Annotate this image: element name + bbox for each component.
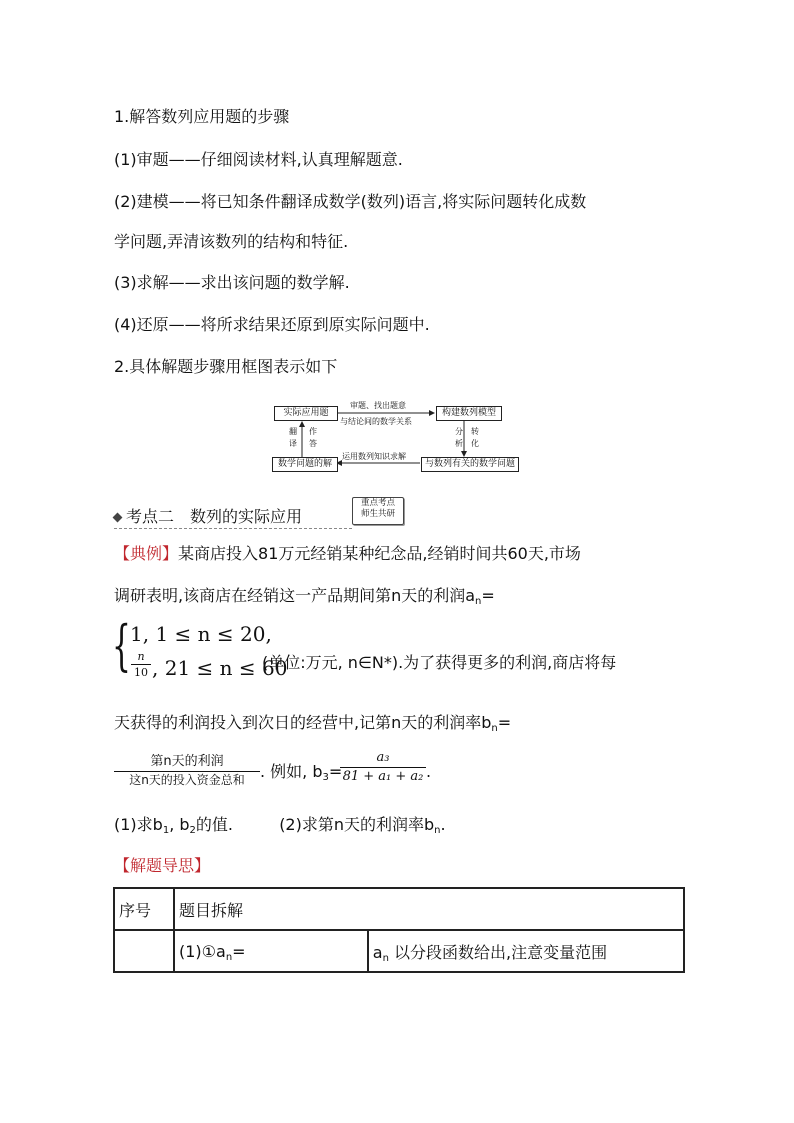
bn-equals: = [497, 713, 512, 732]
flowchart-left-label-c: 作 [309, 427, 317, 436]
flowchart-left-label-d: 答 [309, 439, 317, 448]
kaodian-underline [114, 528, 352, 529]
flowchart-right-label-c: 转 [471, 427, 479, 436]
question1: (1)求b [114, 815, 163, 834]
flowchart-right-label-a: 分 [455, 427, 463, 436]
flowchart [270, 400, 525, 480]
table-row [114, 930, 684, 972]
guide-table [113, 887, 685, 973]
case2-denominator: 10 [134, 666, 148, 679]
unit-text: (单位:万元, n∈N*).为了获得更多的利润,商店将每 [262, 653, 617, 672]
q2-end: . [440, 815, 446, 834]
step2-text-line2: 学问题,弄清该数列的结构和特征. [114, 232, 349, 251]
example-text2: 调研表明,该商店在经销这一产品期间第n天的利润a [114, 586, 476, 605]
table-cell-step: $(1)①a_n=$ [174, 930, 368, 972]
profit-rate-numerator: 第n天的利润 [150, 754, 224, 769]
case2-fraction [130, 650, 152, 679]
guide-heading: 【解题导思】 [114, 856, 211, 875]
profit-rate-denominator: 这n天的投入资金总和 [129, 773, 245, 787]
example-line4 [114, 713, 511, 733]
table-cell-index [114, 930, 174, 972]
q1-sub1: 1 [162, 825, 170, 836]
badge-line1: 重点考点 [360, 498, 395, 508]
b3-fraction [340, 750, 426, 785]
section2-heading: 2.具体解题步骤用框图表示如下 [114, 357, 338, 376]
flowchart-right-label-b: 析 [455, 439, 463, 448]
q1-sub2: 2 [189, 825, 196, 836]
flowchart-left-label-b: 译 [289, 439, 297, 448]
kaodian-title: 考点二 数列的实际应用 [126, 507, 303, 526]
example-pre: . 例如, b [260, 762, 323, 781]
example-text4: 天获得的利润投入到次日的经营中,记第n天的利润率b [114, 713, 492, 732]
section1-heading: 1.解答数列应用题的步骤 [114, 107, 290, 126]
b3-denominator: 81 + a₁ + a₂ [342, 769, 424, 784]
an-subscript: n [475, 596, 482, 607]
flowchart-box-build-model: 构建数列模型 [436, 406, 502, 421]
step1-text: (1)审题——仔细阅读材料,认真理解题意. [114, 150, 403, 169]
table-header-row [114, 888, 684, 930]
kaodian-header [114, 507, 354, 529]
bn-subscript: n [491, 723, 498, 734]
flowchart-bottom-label: 运用数列知识求解 [342, 452, 406, 461]
b3-period: . [426, 762, 432, 781]
badge-line2: 师生共研 [360, 509, 395, 519]
question2: (2)求第n天的利润率b [279, 815, 435, 834]
example-tag: 【典例】 [114, 544, 179, 563]
example-line2 [114, 586, 495, 606]
b3-fraction-bar [340, 767, 426, 768]
table-header-index: 序号 [114, 888, 174, 930]
case2-rest: , 21 ≤ n ≤ 60 [152, 656, 288, 680]
q1-mid: , b [169, 815, 190, 834]
diamond-bullet-icon [113, 513, 123, 523]
flowchart-box-solution: 数学问题的解 [272, 457, 338, 472]
case2-numerator: n [137, 650, 145, 663]
step2-text-line1: (2)建模——将已知条件翻译成数学(数列)语言,将实际问题转化成数 [114, 192, 587, 211]
step3-text: (3)求解——求出该问题的数学解. [114, 273, 350, 292]
table-header-breakdown: 题目拆解 [174, 888, 684, 930]
example-text1: 某商店投入81万元经销某种纪念品,经销时间共60天,市场 [178, 544, 581, 563]
b3-equals: = [328, 762, 343, 781]
example-b3 [260, 762, 342, 782]
example-line1 [114, 544, 581, 564]
flowchart-right-label-d: 化 [471, 439, 479, 448]
table-cell-note: $a_n$ 以分段函数给出,注意变量范围 [368, 930, 684, 972]
b3-numerator: a₃ [376, 750, 390, 765]
b3-subscript: 3 [322, 772, 329, 783]
flowchart-box-practical-problem: 实际应用题 [274, 406, 338, 421]
case2-fraction-bar [131, 664, 151, 665]
questions-line [114, 815, 446, 835]
q1-end: 的值. [195, 815, 233, 834]
flowchart-top-label-2: 与结论间的数学关系 [340, 417, 412, 426]
q2-sub: n [434, 825, 441, 836]
flowchart-box-math-problem: 与数列有关的数学问题 [421, 457, 519, 472]
difficulty-badge [352, 497, 404, 525]
profit-rate-fraction [114, 754, 260, 788]
step4-text: (4)还原——将所求结果还原到原实际问题中. [114, 315, 430, 334]
profit-rate-bar [114, 771, 260, 772]
left-brace: { [112, 614, 131, 677]
case1: 1, 1 ≤ n ≤ 20, [130, 622, 272, 646]
piecewise-function [112, 614, 672, 690]
an-equals: = [481, 586, 495, 605]
flowchart-top-label-1: 审题、找出题意 [350, 401, 406, 410]
flowchart-left-label-a: 翻 [289, 427, 297, 436]
